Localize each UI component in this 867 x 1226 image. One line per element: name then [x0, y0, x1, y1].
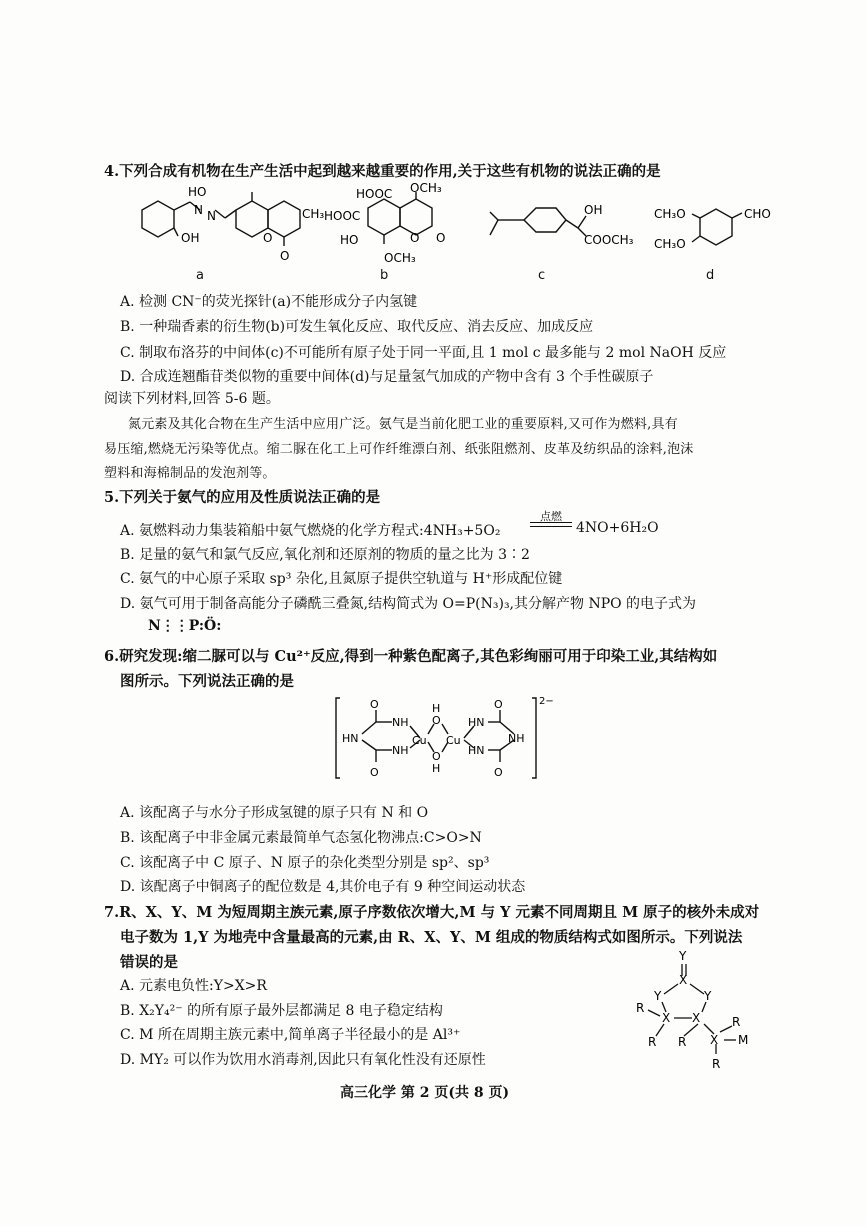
q7-stem-line2: 电子数为 1,Y 为地壳中含量最高的元素,由 R、X、Y、M 组成的物质结构式如图所示。下列说法 [120, 929, 743, 946]
complex-cu2: Cu [446, 734, 461, 747]
complex-hn1: HN [468, 716, 485, 729]
q4-option-b: B. 一种瑞香素的衍生物(b)可发生氧化反应、取代反应、消去反应、加成反应 [120, 319, 594, 335]
struct-d-ome2: CH₃O [654, 237, 686, 251]
q7-option-a: A. 元素电负性:Y>X>R [120, 978, 267, 994]
complex-o6: O [494, 766, 503, 779]
complex-charge: 2− [539, 696, 554, 707]
structure-a [118, 180, 325, 268]
q6-stem-line2: 图所示。下列说法正确的是 [120, 673, 294, 690]
complex-hn-left: HN [342, 732, 359, 745]
struct-b-ho: HO [340, 233, 359, 247]
q7-x-bottom: X [710, 1033, 719, 1047]
struct-b-hooc2: HOOC [324, 209, 361, 223]
q7-r3: R [678, 1035, 687, 1049]
q4-option-c: C. 制取布洛芬的中间体(c)不可能所有原子处于同一平面,且 1 mol c 最多能与 2 mol NaOH 反应 [120, 345, 727, 361]
q7-option-c: C. M 所在周期主族元素中,简单离子半径最小的是 Al³⁺ [120, 1027, 461, 1043]
complex-h1: H [432, 702, 441, 715]
complex-nh2: NH [392, 744, 409, 757]
struct-d-ome1: CH₃O [654, 207, 686, 221]
q7-y-top: Y [679, 949, 687, 963]
struct-a-ho: HO [188, 185, 207, 199]
struct-a-ch3: CH₃ [302, 207, 325, 221]
q4-stem: 4.下列合成有机物在生产生活中起到越来越重要的作用,关于这些有机物的说法正确的是 [104, 163, 661, 180]
label-d: d [706, 268, 715, 283]
complex-o4: O [432, 750, 441, 763]
q4-option-a: A. 检测 CN⁻的荧光探针(a)不能形成分子内氢键 [120, 294, 418, 310]
structure-c [480, 190, 634, 260]
q5-option-c: C. 氨气的中心原子采取 sp³ 杂化,且氮原子提供空轨道与 H⁺形成配位键 [120, 571, 563, 587]
complex-structure [332, 692, 562, 784]
struct-b-hooc1: HOOC [356, 187, 393, 201]
q7-r2: R [648, 1035, 657, 1049]
complex-o5: O [494, 698, 503, 711]
complex-o1: O [370, 698, 379, 711]
passage-line-1: 氮元素及其化合物在生产生活中应用广泛。氨气是当前化肥工业的重要原料,又可作为燃料,具有 [128, 417, 678, 432]
q7-x-top: X [679, 973, 688, 987]
struct-b-o2: O [436, 231, 446, 245]
label-b: b [380, 268, 389, 283]
q7-r5: R [712, 1057, 721, 1071]
complex-nh1: NH [392, 716, 409, 729]
q7-m: M [738, 1033, 749, 1047]
struct-a-ringo: O [263, 231, 273, 245]
q6-option-a: A. 该配离子与水分子形成氢键的原子只有 N 和 O [120, 805, 429, 821]
q7-r4: R [732, 1015, 741, 1029]
reaction-arrow-equals [530, 522, 572, 527]
q7-x-left: X [662, 1011, 671, 1025]
q6-stem-line1: 6.研究发现:缩二脲可以与 Cu²⁺反应,得到一种紫色配离子,其色彩绚丽可用于印染工业,其结构如 [104, 648, 718, 665]
complex-o3: O [432, 714, 441, 727]
q4-option-d: D. 合成连翘酯苷类似物的重要中间体(d)与足量氢气加成的产物中含有 3 个手性碳原子 [120, 369, 654, 385]
passage-line-2: 易压缩,燃烧无污染等优点。缩二脲在化工上可作纤维漂白剂、纸张阻燃剂、皮革及纺织品的涂料,泡沫 [104, 442, 694, 457]
struct-d-cho: CHO [744, 207, 771, 221]
struct-a-n2: N [207, 209, 216, 223]
struct-a-n1: N [194, 203, 203, 217]
struct-a-o: O [280, 249, 290, 263]
struct-a-oh: OH [181, 231, 200, 245]
q6-option-d: D. 该配离子中铜离子的配位数是 4,其价电子有 9 种空间运动状态 [120, 879, 526, 895]
structure-b [318, 182, 468, 268]
label-a: a [196, 268, 204, 283]
q7-structure [628, 948, 758, 1074]
complex-cu1: Cu [412, 734, 427, 747]
q7-y-right: Y [704, 989, 712, 1003]
complex-hn2: HN [468, 744, 485, 757]
q7-x-right: X [692, 1011, 701, 1025]
q7-option-b: B. X₂Y₄²⁻ 的所有原子最外层都满足 8 电子稳定结构 [120, 1003, 443, 1019]
q5-condition: 点燃 [540, 510, 562, 523]
q5-option-d-line1: D. 氨气可用于制备高能分子磷酰三叠氮,结构简式为 O=P(N₃)₃,其分解产物 NPO 的电子式为 [120, 596, 697, 612]
structure-d [650, 196, 790, 262]
q7-stem-line1: 7.R、X、Y、M 为短周期主族元素,原子序数依次增大,M 与 Y 元素不同周期且 M 原子的核外未成对 [104, 904, 760, 921]
q7-option-d: D. MY₂ 可以作为饮用水消毒剂,因此只有氧化性没有还原性 [120, 1052, 486, 1068]
q5-option-a-text: A. 氨燃料动力集装箱船中氨气燃烧的化学方程式:4NH₃+5O₂ [120, 523, 501, 539]
q5-option-b: B. 足量的氨气和氯气反应,氧化剂和还原剂的物质的量之比为 3∶2 [120, 547, 530, 563]
q7-stem-line3: 错误的是 [120, 954, 178, 971]
q7-r1: R [636, 1001, 645, 1015]
page-footer: 高三化学 第 2 页(共 8 页) [340, 1085, 510, 1101]
struct-b-och3-bot: OCH₃ [384, 251, 416, 265]
struct-c-oh: OH [584, 203, 603, 217]
q5-option-d-line2: N⋮⋮P:Ö: [148, 618, 222, 634]
q5-stem: 5.下列关于氨气的应用及性质说法正确的是 [104, 489, 381, 506]
passage-line-3: 塑料和海棉制品的发泡剂等。 [104, 466, 276, 481]
q5-option-a-products: 4NO+6H₂O [576, 520, 659, 536]
complex-o2: O [370, 766, 379, 779]
struct-b-och3-top: OCH₃ [410, 181, 442, 195]
complex-h2: H [432, 762, 441, 775]
struct-b-o1: O [410, 231, 420, 245]
struct-c-cooch3: COOCH₃ [584, 233, 634, 247]
reading-intro: 阅读下列材料,回答 5-6 题。 [104, 391, 280, 407]
q6-option-b: B. 该配离子中非金属元素最简单气态氢化物沸点:C>O>N [120, 830, 482, 846]
q6-option-c: C. 该配离子中 C 原子、N 原子的杂化类型分别是 sp²、sp³ [120, 855, 490, 871]
complex-nh-right: NH [508, 732, 525, 745]
q7-y-left: Y [654, 989, 662, 1003]
label-c: c [538, 268, 546, 283]
